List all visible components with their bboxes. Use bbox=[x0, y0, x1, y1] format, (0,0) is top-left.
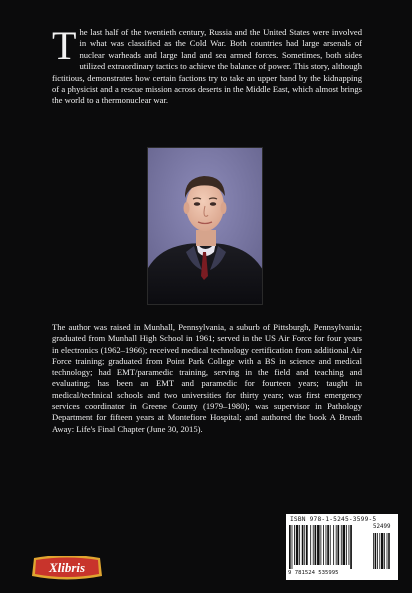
svg-text:Xlibris: Xlibris bbox=[48, 560, 86, 575]
synopsis-text: he last half of the twentieth century, Russia and the United States were involved in what was classified as the Cold War. Both countries had large arsenals of nuclear warheads and large land and sea armed forces. Sometimes, both sides utilized extraordinary tactics to achieve the balance of power. This story, although fictitious, demonstrates how certain factions try to take an upper hand by the kidnapping of a physicist and a rescue mission across deserts in the Middle East, which almost brings the world to a thermonuclear war. bbox=[52, 27, 362, 106]
author-bio-paragraph: The author was raised in Munhall, Pennsylvania, a suburb of Pittsburgh, Pennsylvania; graduated from Munhall High School in 1961; served in the US Air Force for four years in electronics (1962–1966); received medical technology certification from additional Air Force training; graduated from Point Park College with a BS in science and medical technology; had EMT/paramedic training, serving in the field and teaching and evaluating; has been an EMT and paramedic for fourteen years; taught in medical/technical schools and two universities for thirty years; was first emergency services coordinator in Greene County (1979–1980); was supervisor in Pathology Department for fifteen years at Montefiore Hospital; and authored the book A Breath Away: Life's Final Chapter (June 30, 2015). bbox=[52, 322, 362, 434]
author-portrait-image bbox=[148, 148, 262, 304]
synopsis-paragraph bbox=[52, 23, 362, 107]
author-photo bbox=[147, 147, 263, 305]
isbn-barcode bbox=[286, 514, 398, 580]
isbn-label: ISBN 978-1-5245-3599-5 bbox=[290, 516, 377, 523]
drop-cap: T bbox=[52, 23, 77, 68]
ean-digits: 9 781524 535995 bbox=[288, 570, 339, 576]
barcode-bars-icon bbox=[289, 525, 395, 569]
price-addon-number: 52499 bbox=[373, 524, 391, 530]
xlibris-logo bbox=[28, 556, 106, 580]
